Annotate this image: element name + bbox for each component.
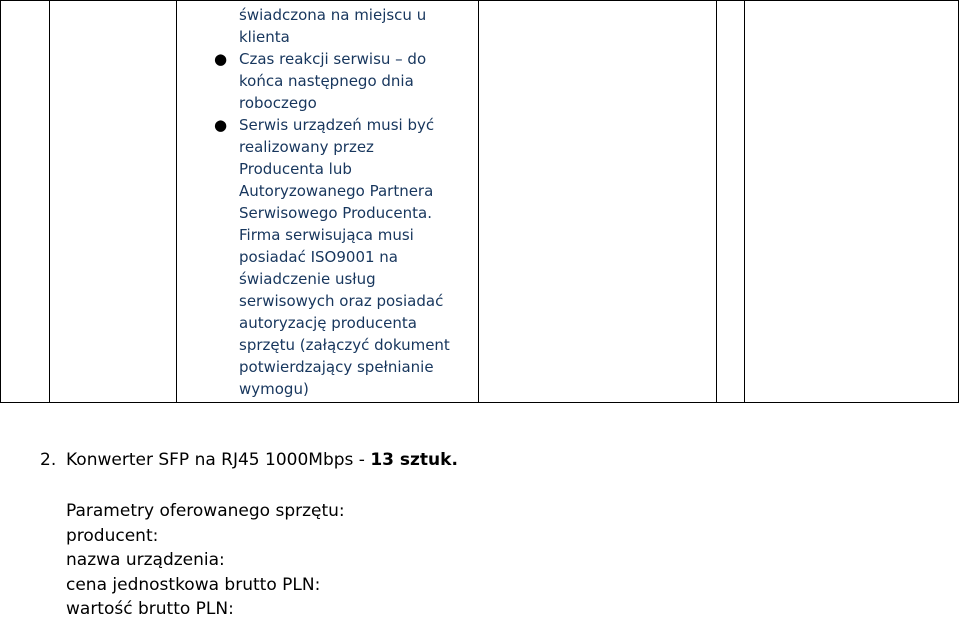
text-line: Autoryzowanego Partnera: [239, 182, 434, 200]
table-cell-offered-params: [479, 1, 717, 403]
text-line: świadczona na miejscu u: [239, 6, 427, 24]
requirement-list: [177, 48, 478, 400]
table-cell-gap: [717, 1, 745, 403]
text-line: klienta: [239, 28, 290, 46]
text-line: realizowany przez: [239, 138, 374, 156]
param-unit-price-label: cena jednostkowa brutto PLN:: [66, 574, 321, 595]
bullet-icon: ●: [214, 50, 228, 68]
table-cell-requirements: [177, 1, 479, 403]
list-item: [177, 114, 478, 400]
requirement-continuation: [177, 1, 478, 48]
text-line: świadczenie usług: [239, 270, 376, 288]
param-producer-label: producent:: [66, 525, 159, 546]
text-line: sprzętu (załączyć dokument: [239, 336, 450, 354]
text-line: wymogu): [239, 380, 309, 398]
text-line: autoryzację producenta: [239, 314, 417, 332]
list-item: [177, 48, 478, 114]
offer-parameters: [66, 499, 345, 622]
params-heading: Parametry oferowanego sprzętu:: [66, 501, 345, 521]
table-cell-lp: [1, 1, 50, 403]
text-line: serwisowych oraz posiadać: [239, 292, 444, 310]
text-line: roboczego: [239, 94, 317, 112]
table-cell-compliance: [745, 1, 959, 403]
text-line: Serwis urządzeń musi być: [239, 116, 435, 134]
table-cell-name: [50, 1, 177, 403]
text-line: Serwisowego Producenta.: [239, 204, 432, 222]
text-line: Producenta lub: [239, 160, 352, 178]
param-device-name-label: nazwa urządzenia:: [66, 550, 225, 570]
bullet-icon: ●: [214, 116, 228, 134]
text-line: końca następnego dnia: [239, 72, 414, 90]
text-line: posiadać ISO9001 na: [239, 248, 398, 266]
text-line: Firma serwisująca musi: [239, 226, 414, 244]
section-heading: [40, 448, 458, 472]
text-line: potwierdzający spełnianie: [239, 358, 434, 376]
table-row: [1, 1, 959, 403]
param-total-value-label: wartość brutto PLN:: [66, 599, 234, 619]
text-line: Czas reakcji serwisu – do: [239, 50, 427, 68]
section-title: Konwerter SFP na RJ45 1000Mbps -: [66, 450, 371, 470]
section-number: 2.: [40, 450, 57, 470]
section-quantity: 13 sztuk.: [370, 450, 458, 470]
